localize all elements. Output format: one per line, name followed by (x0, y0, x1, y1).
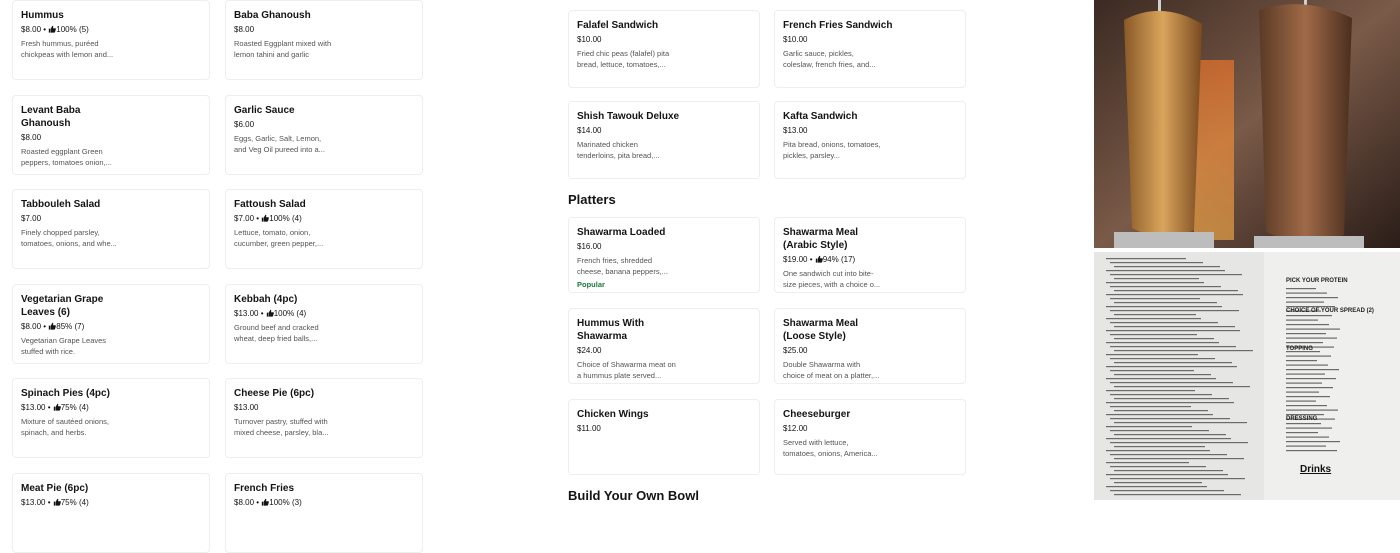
menu-item-price-rating (783, 345, 957, 357)
menu-item-card[interactable] (568, 10, 760, 88)
menu-board-text-line (1106, 462, 1189, 463)
menu-item-price-rating (21, 213, 201, 225)
menu-board-text-line (1106, 486, 1207, 487)
popular-badge: Popular (577, 280, 605, 289)
menu-item-description: Pita bread, onions, tomatoes, pickles, parsley... (783, 140, 881, 160)
menu-item-name: Chicken Wings (577, 409, 649, 420)
menu-item-name: Meat Pie (6pc) (21, 483, 89, 494)
menu-board-text-line (1286, 396, 1330, 397)
menu-item-price-rating (783, 254, 957, 266)
menu-item-card[interactable] (225, 95, 423, 175)
menu-item-name: Shish Tawouk Deluxe (577, 111, 680, 122)
menu-board-text-line (1286, 428, 1332, 429)
separator-dot: • (254, 498, 262, 507)
menu-board-text-line (1286, 383, 1322, 384)
menu-board-text-line (1114, 302, 1217, 303)
menu-board-text-line (1114, 326, 1235, 327)
menu-item-card[interactable] (12, 378, 210, 458)
menu-item-card[interactable] (568, 101, 760, 179)
menu-board-text-line (1286, 374, 1325, 375)
platters-heading: Platters (568, 192, 616, 207)
separator-dot: • (254, 214, 262, 223)
menu-board-text-line (1106, 474, 1228, 475)
menu-board-text-line (1110, 274, 1242, 275)
menu-item-price: $8.00 (21, 133, 42, 142)
menu-item-name: Shawarma Loaded (577, 227, 666, 238)
menu-item-card[interactable] (12, 0, 210, 80)
menu-board-text-line (1286, 432, 1318, 433)
menu-item-price-rating (783, 34, 957, 46)
menu-item-name: French Fries Sandwich (783, 20, 893, 31)
menu-board-text-line (1110, 466, 1206, 467)
menu-board-text-line (1110, 334, 1197, 335)
menu-item-description: Double Shawarma with choice of meat on a platter,... (783, 360, 880, 380)
menu-board-text-line (1286, 441, 1340, 442)
menu-board-text-line (1286, 423, 1321, 424)
menu-board-text-line (1114, 434, 1226, 435)
menu-board-text-line (1110, 262, 1203, 263)
shawarma-spit-photo[interactable] (1094, 0, 1400, 248)
menu-board-text-line (1286, 329, 1340, 330)
menu-item-description: Served with lettuce, tomatoes, onions, America... (783, 438, 878, 458)
menu-board-text-line (1106, 390, 1195, 391)
menu-board-text-line (1286, 401, 1316, 402)
menu-item-name: Baba Ghanoush (234, 10, 311, 21)
menu-item-description: Roasted Eggplant mixed with lemon tahini and garlic (234, 39, 332, 59)
menu-item-description: Vegetarian Grape Leaves stuffed with rice. (21, 336, 107, 356)
menu-item-price: $13.00 (234, 403, 259, 412)
menu-item-price-rating (577, 241, 751, 253)
menu-board-text-line (1286, 302, 1324, 303)
menu-board-text-line (1286, 387, 1333, 388)
menu-item-rating: 75% (4) (60, 403, 89, 412)
menu-item-price: $13.00 (21, 498, 46, 507)
menu-board-text-line (1286, 297, 1338, 298)
menu-board-text-line (1110, 454, 1227, 455)
menu-board-text-line (1286, 360, 1317, 361)
menu-board-text-line (1106, 330, 1240, 331)
menu-item-description: Fresh hummus, puréed chickpeas with lemon and... (21, 39, 114, 59)
menu-item-card[interactable] (774, 217, 966, 293)
menu-board-text-line (1286, 356, 1331, 357)
menu-board-text-line (1110, 322, 1218, 323)
menu-board-text-line (1106, 378, 1216, 379)
menu-item-name: Tabbouleh Salad (21, 199, 101, 210)
menu-item-description: Finely chopped parsley, tomatoes, onions, and whe... (21, 228, 117, 248)
menu-board-text-line (1114, 446, 1205, 447)
menu-board-text-line (1114, 338, 1214, 339)
menu-item-price-rating (577, 125, 751, 137)
menu-item-price-rating (783, 423, 957, 435)
menu-item-price: $8.00 (234, 498, 255, 507)
menu-board-text-line (1286, 446, 1326, 447)
menu-item-description: Fried chic peas (falafel) pita bread, lettuce, tomatoes,... (577, 49, 670, 69)
menu-board-text-line (1114, 494, 1241, 495)
thumbs-up-icon (53, 498, 61, 506)
menu-item-card[interactable] (225, 189, 423, 269)
menu-item-price: $24.00 (577, 346, 602, 355)
menu-item-rating: 100% (5) (56, 25, 89, 34)
menu-board-text-line (1110, 298, 1200, 299)
menu-board-text-line (1110, 346, 1236, 347)
menu-board-drinks-heading: Drinks (1300, 464, 1332, 475)
menu-item-price: $13.00 (21, 403, 46, 412)
menu-item-name: Cheese Pie (6pc) (234, 388, 315, 399)
menu-board-text-line (1110, 442, 1248, 443)
menu-board-text-line (1286, 365, 1328, 366)
menu-item-description: Mixture of sautéed onions, spinach, and herbs. (21, 417, 109, 437)
menu-item-card[interactable] (225, 473, 423, 553)
menu-item-name: Spinach Pies (4pc) (21, 388, 110, 399)
menu-item-card[interactable] (568, 399, 760, 475)
menu-item-description: Marinated chicken tenderloins, pita bread,... (577, 140, 660, 160)
menu-item-name: Kebbah (4pc) (234, 294, 298, 305)
menu-board-text-line (1110, 490, 1224, 491)
menu-item-price: $16.00 (577, 242, 602, 251)
menu-board-text-line (1114, 458, 1244, 459)
menu-item-price-rating (234, 308, 414, 320)
menu-board-text-line (1106, 258, 1186, 259)
menu-item-card[interactable] (12, 189, 210, 269)
menu-board-text-line (1286, 378, 1336, 379)
menu-board-text-line (1286, 369, 1339, 370)
menu-item-rating: 75% (4) (60, 498, 89, 507)
menu-item-price: $8.00 (234, 25, 255, 34)
menu-item-name: Falafel Sandwich (577, 20, 659, 31)
separator-dot: • (41, 322, 49, 331)
menu-item-description: Roasted eggplant Green peppers, tomatoes onion,... (21, 147, 112, 167)
menu-item-card[interactable] (225, 378, 423, 458)
menu-item-name: Hummus With Shawarma (577, 318, 645, 342)
menu-item-card[interactable] (568, 217, 760, 293)
menu-item-description: Ground beef and cracked wheat, deep fried balls,... (234, 323, 319, 343)
menu-board-text-line (1286, 288, 1316, 289)
menu-item-name: Garlic Sauce (234, 105, 295, 116)
menu-board-text-line (1286, 437, 1329, 438)
menu-item-card[interactable] (225, 284, 423, 364)
menu-item-price-rating (783, 125, 957, 137)
menu-item-rating: 100% (4) (273, 309, 307, 318)
menu-board-text-line (1114, 398, 1229, 399)
menu-board-text-line (1114, 410, 1208, 411)
menu-board-text-line (1110, 478, 1245, 479)
menu-board-text-line (1106, 402, 1234, 403)
menu-board-text-line (1114, 290, 1238, 291)
menu-item-price: $10.00 (577, 35, 602, 44)
menu-board-text-line (1110, 286, 1221, 287)
menu-board-text-line (1110, 406, 1191, 407)
menu-item-price: $13.00 (234, 309, 259, 318)
menu-item-price: $12.00 (783, 424, 808, 433)
menu-item-name: Levant Baba Ghanoush (21, 105, 81, 129)
menu-board-text-line (1114, 278, 1199, 279)
menu-item-card[interactable] (12, 473, 210, 553)
menu-item-price: $13.00 (783, 126, 808, 135)
menu-board-text-line (1114, 266, 1220, 267)
menu-board-text-line (1286, 315, 1332, 316)
menu-item-price-rating (21, 321, 201, 333)
menu-item-price-rating (577, 345, 751, 357)
menu-item-name: Shawarma Meal (Arabic Style) (783, 227, 859, 251)
menu-item-description: Garlic sauce, pickles, coleslaw, french fries, and... (783, 49, 876, 69)
menu-item-price: $7.00 (234, 214, 255, 223)
menu-board-text-line (1286, 450, 1337, 451)
menu-board-text-line (1106, 366, 1237, 367)
thumbs-up-icon (266, 309, 274, 317)
menu-item-price-rating (234, 402, 414, 414)
menu-item-name: French Fries (234, 483, 295, 494)
menu-item-price-rating (234, 24, 414, 36)
menu-board-text-line (1106, 282, 1204, 283)
menu-item-price: $7.00 (21, 214, 42, 223)
menu-item-rating: 85% (7) (56, 322, 85, 331)
menu-board-text-line (1286, 338, 1337, 339)
menu-item-price: $8.00 (21, 25, 42, 34)
menu-item-price-rating (577, 423, 751, 435)
menu-item-card[interactable] (774, 399, 966, 475)
menu-board-text-line (1286, 342, 1323, 343)
menu-board-topping-heading: TOPPING (1286, 346, 1313, 352)
menu-board-text-line (1106, 450, 1210, 451)
thumbs-up-icon (53, 403, 61, 411)
menu-board-text-line (1114, 470, 1223, 471)
menu-item-name: Hummus (21, 10, 64, 21)
menu-item-price-rating (21, 497, 201, 509)
menu-board-text-line (1286, 392, 1319, 393)
menu-item-price: $10.00 (783, 35, 808, 44)
build-your-own-bowl-heading: Build Your Own Bowl (568, 488, 699, 503)
menu-item-rating: 100% (4) (269, 214, 302, 223)
menu-item-name: Vegetarian Grape Leaves (6) (21, 294, 104, 318)
menu-item-card[interactable] (774, 10, 966, 88)
menu-board-text-line (1106, 306, 1222, 307)
menu-item-rating: 94% (17) (822, 255, 856, 264)
menu-item-price-rating (577, 34, 751, 46)
menu-item-description: One sandwich cut into bite-size pieces, with a choice o... (783, 269, 881, 289)
menu-item-card[interactable] (12, 95, 210, 175)
menu-item-price-rating (21, 402, 201, 414)
menu-board-text-line (1106, 342, 1219, 343)
menu-board-text-line (1114, 362, 1232, 363)
menu-item-price: $6.00 (234, 120, 255, 129)
menu-item-card[interactable] (774, 101, 966, 179)
menu-board-text-line (1106, 426, 1192, 427)
menu-item-card[interactable] (568, 308, 760, 384)
menu-item-name: Kafta Sandwich (783, 111, 858, 122)
separator-dot: • (258, 309, 266, 318)
menu-board-spread-heading: CHOICE OF YOUR SPREAD (2) (1286, 308, 1374, 314)
menu-item-description: Lettuce, tomato, onion, cucumber, green pepper,... (234, 228, 324, 248)
menu-board-text-line (1110, 370, 1194, 371)
menu-board-text-line (1114, 314, 1196, 315)
menu-board-text-line (1106, 438, 1231, 439)
menu-board-text-line (1106, 414, 1213, 415)
menu-board-text-line (1106, 270, 1225, 271)
menu-board-text-line (1106, 354, 1198, 355)
menu-item-price: $8.00 (21, 322, 42, 331)
menu-board-protein-heading: PICK YOUR PROTEIN (1286, 278, 1348, 284)
menu-item-card[interactable] (774, 308, 966, 384)
menu-item-price-rating (234, 119, 414, 131)
menu-board-text-line (1286, 410, 1338, 411)
menu-item-price-rating (234, 497, 414, 509)
menu-item-description: French fries, shredded cheese, banana peppers,... (577, 256, 668, 276)
menu-board-text-line (1110, 358, 1215, 359)
menu-board-text-line (1110, 430, 1209, 431)
menu-board-text-line (1114, 482, 1202, 483)
menu-item-rating: 100% (3) (269, 498, 302, 507)
thumbs-up-icon (815, 255, 823, 263)
menu-item-card[interactable] (225, 0, 423, 80)
menu-item-description: Turnover pastry, stuffed with mixed cheese, parsley, bla... (234, 417, 329, 437)
menu-board-text-line (1110, 382, 1233, 383)
menu-board-text-line (1110, 394, 1212, 395)
menu-board-dressing-heading: DRESSING (1286, 416, 1318, 422)
menu-item-name: Fattoush Salad (234, 199, 306, 210)
menu-item-price: $19.00 (783, 255, 808, 264)
menu-item-name: Cheeseburger (783, 409, 851, 420)
menu-item-price-rating (21, 132, 201, 144)
menu-board-photo[interactable] (1094, 252, 1400, 500)
separator-dot: • (45, 498, 53, 507)
menu-item-name: Shawarma Meal (Loose Style) (783, 318, 859, 342)
menu-item-price: $11.00 (577, 424, 601, 433)
menu-board-text-line (1114, 350, 1253, 351)
menu-board-text-line (1114, 422, 1247, 423)
separator-dot: • (41, 25, 49, 34)
menu-board-text-line (1110, 310, 1239, 311)
menu-board-text-line (1114, 386, 1250, 387)
menu-item-card[interactable] (12, 284, 210, 364)
menu-board-text-line (1286, 293, 1327, 294)
menu-board-text-line (1286, 320, 1318, 321)
menu-board-text-line (1286, 405, 1327, 406)
menu-board-text-line (1286, 333, 1326, 334)
menu-board-text-line (1114, 374, 1211, 375)
menu-item-description: Choice of Shawarma meat on a hummus plate served... (577, 360, 676, 380)
menu-board-text-line (1106, 318, 1201, 319)
menu-item-price-rating (234, 213, 414, 225)
menu-item-description: Eggs, Garlic, Salt, Lemon, and Veg Oil pureed into a... (234, 134, 325, 154)
menu-item-price: $14.00 (577, 126, 602, 135)
separator-dot: • (807, 255, 815, 264)
menu-item-price: $25.00 (783, 346, 808, 355)
menu-board-text-line (1110, 418, 1230, 419)
separator-dot: • (45, 403, 53, 412)
menu-item-price-rating (21, 24, 201, 36)
menu-board-text-line (1286, 324, 1329, 325)
menu-board-text-line (1106, 294, 1243, 295)
